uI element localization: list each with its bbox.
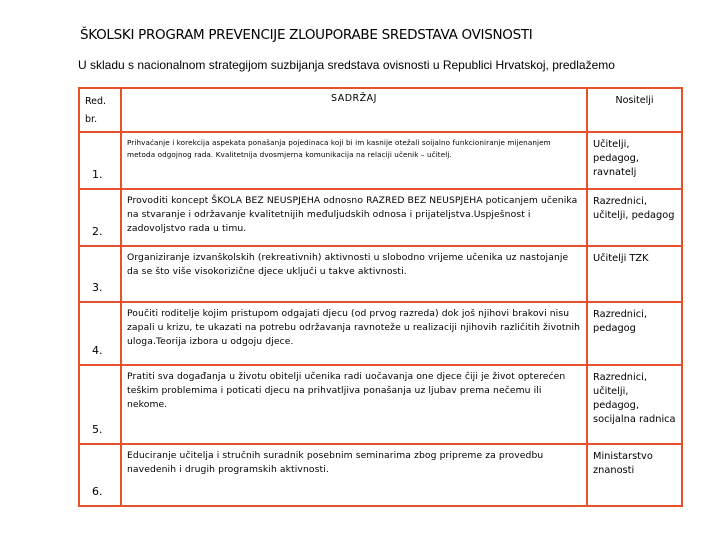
row-content: Organiziranje izvanškolskih (rekreativnih) aktivnosti u slobodno vrijeme učenika uz nastojanje da se što više visokorizične djece uključi u takve aktivnosti. [121,246,587,302]
row-number: 2. [79,189,121,246]
row-content: Poučiti roditelje kojim pristupom odgajati djecu (od prvog razreda) dok još njihovi brakovi nisu zapali u krizu, te ukazati na potrebu održavanja ravnoteže u realizaciji njihovih različitih životnih uloga.Teorija izbora u odgoju djece. [121,302,587,365]
row-content: Prihvaćanje i korekcija aspekata ponašanja pojedinaca koji bi im kasnije otežali soijalno funkcioniranje mijenanjem metoda odgojnog rada. Kvalitetnija dvosmjerna komunikacija na relaciji učenik – učitelj. [121,132,587,189]
row-holders: Učitelji, pedagog, ravnatelj [587,132,682,189]
row-number: 6. [79,444,121,506]
row-content: Provoditi koncept ŠKOLA BEZ NEUSPJEHA odnosno RAZRED BEZ NEUSPJEHA poticanjem učenika na stvaranje i održavanje kvalitetnijih međuljudskih odnosa i prijateljstva.Uspješnost i zadovoljstvo rada u timu. [121,189,587,246]
row-holders: Učitelji TZK [587,246,682,302]
table-row [79,246,682,302]
table-header-row [79,88,682,132]
header-number: Red. br. [79,88,121,132]
page-subtitle: U skladu s nacionalnom strategijom suzbijanja sredstava ovisnosti u Republici Hrvatskoj, predlažemo [78,58,615,72]
row-number: 4. [79,302,121,365]
row-holders: Razrednici, učitelji, pedagog [587,189,682,246]
header-content: SADRŽAJ [121,88,587,132]
header-holders: Nositelji [587,88,682,132]
row-number: 1. [79,132,121,189]
row-holders: Razrednici, pedagog [587,302,682,365]
row-number: 3. [79,246,121,302]
program-table [78,87,683,507]
row-number: 5. [79,365,121,444]
table-row [79,365,682,444]
row-holders: Ministarstvo znanosti [587,444,682,506]
table-row [79,444,682,506]
row-content: Educiranje učitelja i stručnih suradnik posebnim seminarima zbog pripreme za provedbu navedenih i drugih programskih aktivnosti. [121,444,587,506]
table-row [79,189,682,246]
page-title: ŠKOLSKI PROGRAM PREVENCIJE ZLOUPORABE SREDSTAVA OVISNOSTI [80,27,533,43]
row-holders: Razrednici, učitelji, pedagog, socijalna radnica [587,365,682,444]
table-row [79,132,682,189]
row-content: Pratiti sva događanja u životu obitelji učenika radi uočavanja one djece čiji je život opterećen teškim problemima i poticati djecu na prihvatljiva ponašanja uz ljubav prema nečemu ili nekome. [121,365,587,444]
table-row [79,302,682,365]
